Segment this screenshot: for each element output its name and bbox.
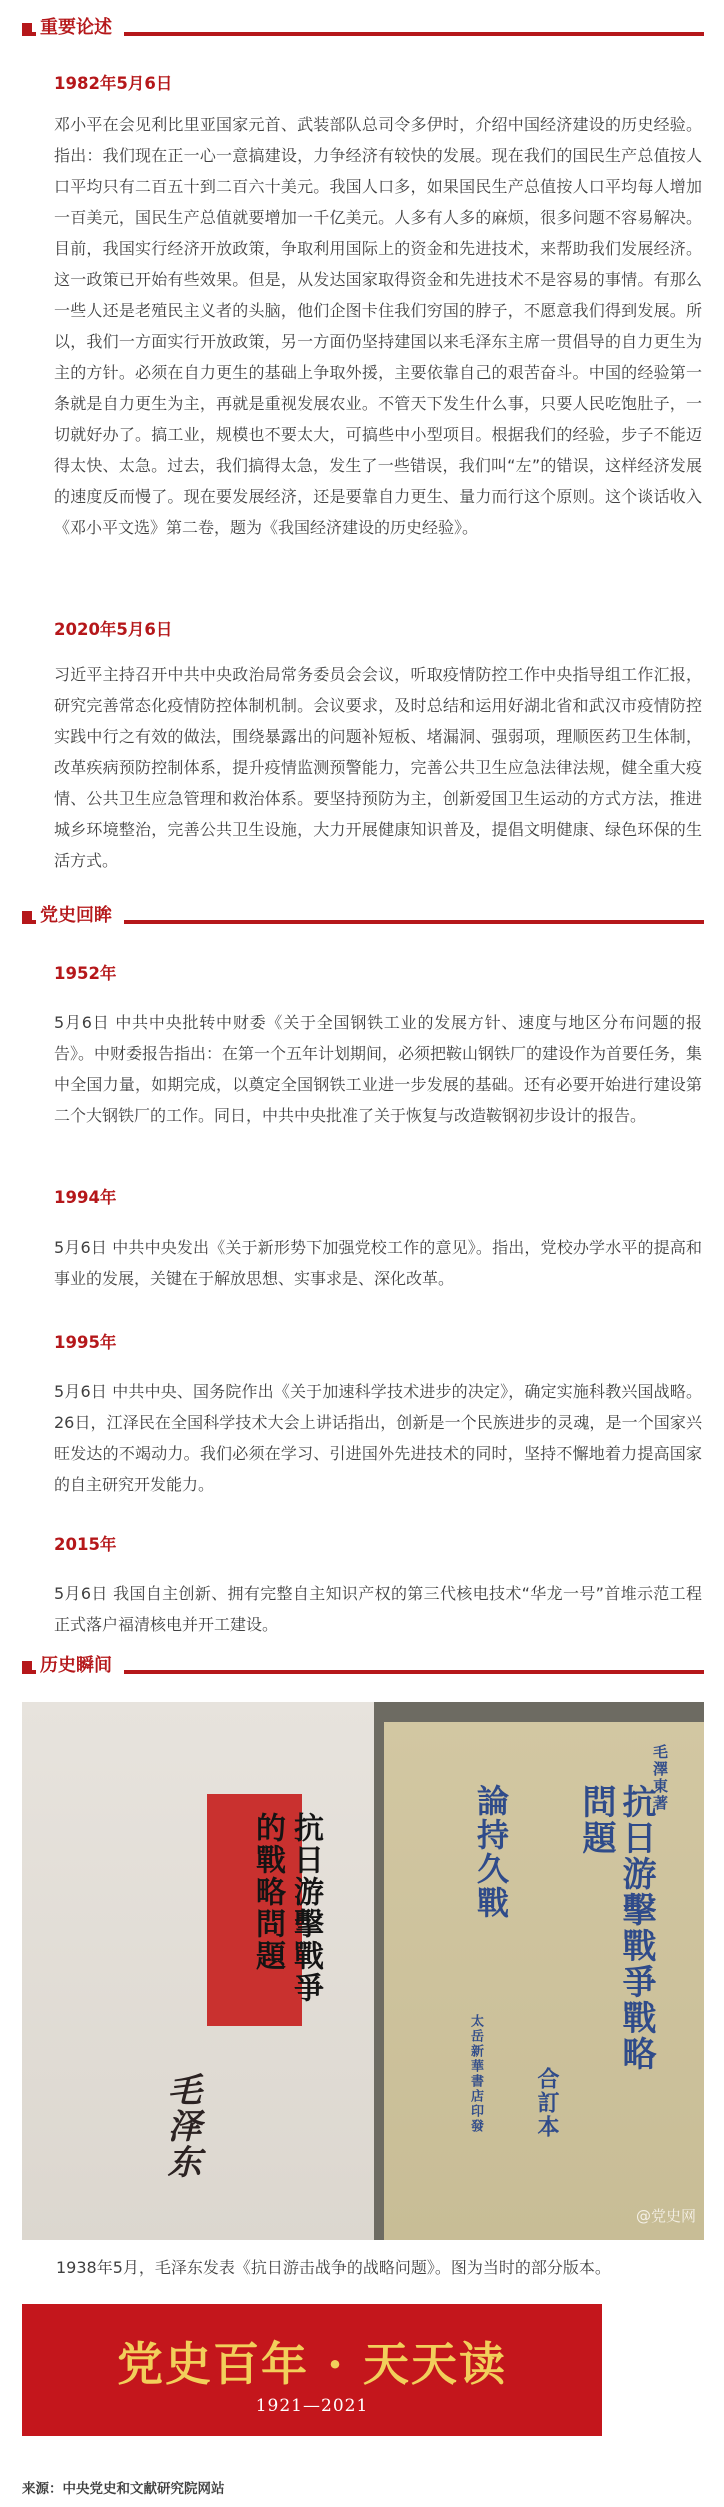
divider-line xyxy=(22,1670,704,1674)
section-header-important xyxy=(22,12,704,46)
entry-text: 5月6日 我国自主创新、拥有完整自主知识产权的第三代核电技术“华龙一号”首堆示范工程正式落户福清核电并开工建设。 xyxy=(54,1584,702,1634)
right-book-title: 抗日游擊戰爭戰略問題 xyxy=(576,1784,656,2072)
right-book-author: 毛澤東著 xyxy=(651,1744,669,1812)
section-title: 党史回眸 xyxy=(36,902,124,930)
entry-date: 2020年5月6日 xyxy=(54,620,173,639)
banner-title: 党史百年 · 天天读 xyxy=(116,2337,508,2391)
source-note: 来源：中央党史和文献研究院网站 xyxy=(22,2481,225,2497)
right-book-subtitle: 論持久戰 xyxy=(472,1784,510,1920)
banner xyxy=(22,2304,602,2436)
signature: 毛泽东 xyxy=(161,2072,201,2180)
entry-text: 邓小平在会见利比里亚国家元首、武装部队总司令多伊时，介绍中国经济建设的历史经验。指出：我们现在正一心一意搞建设，力争经济有较快的发展。现在我们的国民生产总值按人口平均只有二百五十到二百六十美元。我国人口多，如果国民生产总值按人口平均每人增加一百美元，国民生产总值就要增加一千亿美元。人多有人多的麻烦，很多问题不容易解决。目前，我国实行经济开放政策，争取利用国际上的资金和先进技术，来帮助我们发展经济。这一政策已开始有些效果。但是，从发达国家取得资金和先进技术不是容易的事情。有那么一些人还是老殖民主义者的头脑，他们企图卡住我们穷国的脖子，不愿意我们得到发展。所以，我们一方面实行开放政策，另一方面仍坚持建国以来毛泽东主席一贯倡导的自力更生为主的方针。必须在自力更生的基础上争取外援，主要依靠自己的艰苦奋斗。中国的经验第一条就是自力更生为主，再就是重视发展农业。不管天下发生什么事，只要人民吃饱肚子，一切就好办了。搞工业，规模也不要太大，可搞些中小型项目。根据我们的经验，步子不能迈得太快、太急。过去，我们搞得太急，发生了一些错误，我们叫“左”的错误，这样经济发展的速度反而慢了。现在要发展经济，还是要靠自力更生、量力而行这个原则。这个谈话收入《邓小平文选》第二卷，题为《我国经济建设的历史经验》。 xyxy=(54,115,702,537)
section-header-history-moment xyxy=(22,1650,704,1684)
entry-text: 习近平主持召开中共中央政治局常务委员会会议，听取疫情防控工作中央指导组工作汇报，研究完善常态化疫情防控体制机制。会议要求，及时总结和运用好湖北省和武汉市疫情防控实践中行之有效的做法，围绕暴露出的问题补短板、堵漏洞、强弱项，理顺医药卫生体制，改革疾病预防控制体系，提升疫情监测预警能力，完善公共卫生应急法律法规，健全重大疫情、公共卫生应急管理和救治体系。要坚持预防为主，创新爱国卫生运动的方式方法，推进城乡环境整治，完善公共卫生设施，大力开展健康知识普及，提倡文明健康、绿色环保的生活方式。 xyxy=(54,665,702,870)
entry-date: 2015年 xyxy=(54,1535,117,1554)
photo-caption: 1938年5月，毛泽东发表《抗日游击战争的战略问题》。图为当时的部分版本。 xyxy=(56,2258,611,2277)
book-cover-right xyxy=(384,1722,704,2240)
section-title: 重要论述 xyxy=(36,14,124,42)
historical-photo xyxy=(22,1702,704,2240)
entry-text: 5月6日 中共中央发出《关于新形势下加强党校工作的意见》。指出，党校办学水平的提高和事业的发展，关键在于解放思想、实事求是、深化改革。 xyxy=(54,1238,702,1288)
divider-line xyxy=(22,920,704,924)
section-title: 历史瞬间 xyxy=(36,1652,124,1680)
entry-date: 1994年 xyxy=(54,1188,117,1207)
bullet-square-icon xyxy=(22,911,32,921)
entry-date: 1982年5月6日 xyxy=(54,74,173,93)
watermark: @党史网 xyxy=(635,2207,696,2225)
divider-line xyxy=(22,32,704,36)
left-book-title: 抗日游擊戰爭的戰略問題 xyxy=(250,1812,323,2004)
right-book-edition: 合訂本 xyxy=(534,2067,560,2139)
entry-date: 1952年 xyxy=(54,964,117,983)
banner-years: 1921—2021 xyxy=(255,2396,369,2416)
bullet-square-icon xyxy=(22,23,32,33)
right-book-publisher: 太岳新華書店印發 xyxy=(468,2014,483,2134)
section-header-history-review xyxy=(22,900,704,934)
book-cover-left xyxy=(22,1702,374,2240)
entry-text: 5月6日 中共中央、国务院作出《关于加速科学技术进步的决定》，确定实施科教兴国战略。26日，江泽民在全国科学技术大会上讲话指出，创新是一个民族进步的灵魂，是一个国家兴旺发达的不竭动力。我们必须在学习、引进国外先进技术的同时，坚持不懈地着力提高国家的自主研究开发能力。 xyxy=(54,1382,702,1494)
bullet-square-icon xyxy=(22,1661,32,1671)
entry-date: 1995年 xyxy=(54,1333,117,1352)
entry-text: 5月6日 中共中央批转中财委《关于全国钢铁工业的发展方针、速度与地区分布问题的报告》。中财委报告指出：在第一个五年计划期间，必须把鞍山钢铁厂的建设作为首要任务，集中全国力量，如期完成，以奠定全国钢铁工业进一步发展的基础。还有必要开始进行建设第二个大钢铁厂的工作。同日，中共中央批准了关于恢复与改造鞍钢初步设计的报告。 xyxy=(54,1013,703,1125)
